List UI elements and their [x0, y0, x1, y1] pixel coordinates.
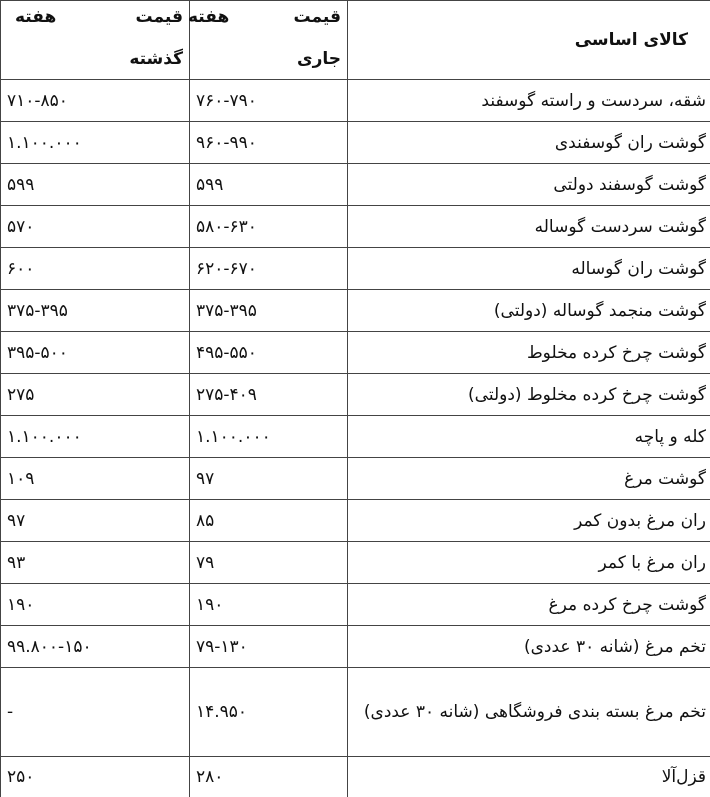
table-row — [1, 626, 710, 668]
table-row — [1, 374, 710, 416]
table-row — [1, 290, 710, 332]
current-price-cell: ۹۶۰-۹۹۰ — [190, 122, 348, 164]
previous-price-cell: ۵۹۹ — [1, 164, 190, 206]
table-row — [1, 668, 710, 757]
table-row — [1, 416, 710, 458]
table-row — [1, 542, 710, 584]
current-price-cell: ۱۴.۹۵۰ — [190, 668, 348, 757]
previous-price-cell: ۲۷۵ — [1, 374, 190, 416]
item-name-cell: تخم مرغ بسته بندی فروشگاهی (شانه ۳۰ عددی) — [348, 668, 710, 757]
current-price-cell: ۱۹۰ — [190, 584, 348, 626]
current-price-cell: ۸۵ — [190, 500, 348, 542]
previous-price-cell: ۳۹۵-۵۰۰ — [1, 332, 190, 374]
previous-price-cell: ۱۹۰ — [1, 584, 190, 626]
item-name-cell: گوشت چرخ کرده مخلوط (دولتی) — [348, 374, 710, 416]
item-name-cell: ران مرغ با کمر — [348, 542, 710, 584]
table-body — [1, 80, 710, 797]
previous-price-cell: ۱.۱۰۰.۰۰۰ — [1, 416, 190, 458]
item-name-cell: گوشت گوسفند دولتی — [348, 164, 710, 206]
current-price-cell: ۵۹۹ — [190, 164, 348, 206]
header-previous-line1: قیمت — [136, 7, 183, 27]
table-row — [1, 757, 710, 797]
item-name-cell: ران مرغ بدون کمر — [348, 500, 710, 542]
current-price-cell: ۷۹-۱۳۰ — [190, 626, 348, 668]
item-name-cell: گوشت ران گوسفندی — [348, 122, 710, 164]
item-name-cell: گوشت سردست گوساله — [348, 206, 710, 248]
header-previous — [1, 1, 190, 80]
current-price-cell: ۵۸۰-۶۳۰ — [190, 206, 348, 248]
item-name-cell: گوشت مرغ — [348, 458, 710, 500]
previous-price-cell: ۹۷ — [1, 500, 190, 542]
current-price-cell: ۲۸۰ — [190, 757, 348, 797]
item-name-cell: کله و پاچه — [348, 416, 710, 458]
current-price-cell: ۱.۱۰۰.۰۰۰ — [190, 416, 348, 458]
item-name-cell: شقه، سردست و راسته گوسفند — [348, 80, 710, 122]
previous-price-cell: ۶۰۰ — [1, 248, 190, 290]
header-previous-week: هفته — [15, 7, 56, 27]
previous-price-cell: ۹۳ — [1, 542, 190, 584]
table-row — [1, 332, 710, 374]
table-row — [1, 458, 710, 500]
current-price-cell: ۷۹ — [190, 542, 348, 584]
table-row — [1, 206, 710, 248]
previous-price-cell: ۹۹.۸۰۰-۱۵۰ — [1, 626, 190, 668]
current-price-cell: ۳۷۵-۳۹۵ — [190, 290, 348, 332]
table-row — [1, 500, 710, 542]
table-row — [1, 80, 710, 122]
previous-price-cell: ۲۵۰ — [1, 757, 190, 797]
table-row — [1, 248, 710, 290]
current-price-cell: ۲۷۵-۴۰۹ — [190, 374, 348, 416]
item-name-cell: گوشت چرخ کرده مرغ — [348, 584, 710, 626]
previous-price-cell: ۵۷۰ — [1, 206, 190, 248]
header-current-line1: قیمت — [294, 7, 341, 27]
previous-price-cell: - — [1, 668, 190, 757]
previous-price-cell: ۷۱۰-۸۵۰ — [1, 80, 190, 122]
header-previous-line2: گذشته — [129, 49, 183, 69]
table-row — [1, 164, 710, 206]
table-row — [1, 584, 710, 626]
item-name-cell: گوشت چرخ کرده مخلوط — [348, 332, 710, 374]
item-name-cell: تخم مرغ (شانه ۳۰ عددی) — [348, 626, 710, 668]
header-current-line2: جاری — [297, 49, 341, 69]
item-name-cell: گوشت ران گوساله — [348, 248, 710, 290]
table-row — [1, 122, 710, 164]
previous-price-cell: ۱۰۹ — [1, 458, 190, 500]
current-price-cell: ۴۹۵-۵۵۰ — [190, 332, 348, 374]
item-name-cell: قزل‌آلا — [348, 757, 710, 797]
current-price-cell: ۹۷ — [190, 458, 348, 500]
header-row — [1, 1, 710, 80]
current-price-cell: ۶۲۰-۶۷۰ — [190, 248, 348, 290]
header-current — [190, 1, 348, 80]
item-name-cell: گوشت منجمد گوساله (دولتی) — [348, 290, 710, 332]
previous-price-cell: ۱.۱۰۰.۰۰۰ — [1, 122, 190, 164]
header-item: کالای اساسی — [348, 1, 710, 80]
current-price-cell: ۷۶۰-۷۹۰ — [190, 80, 348, 122]
header-current-week: هفته — [188, 7, 229, 27]
previous-price-cell: ۳۷۵-۳۹۵ — [1, 290, 190, 332]
